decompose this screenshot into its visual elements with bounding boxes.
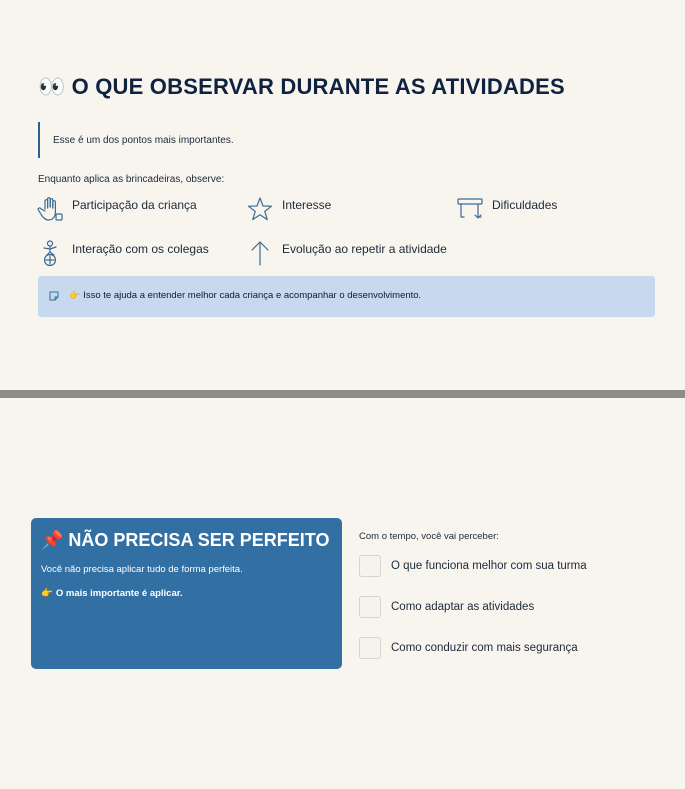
tip-callout (38, 276, 655, 317)
highlight-card (31, 518, 342, 669)
hand-icon (36, 195, 64, 223)
observe-item-interesse (246, 195, 331, 223)
tip-text-line (69, 290, 421, 301)
card-title-text: NÃO PRECISA SER PERFEITO (68, 530, 330, 550)
card-emphasis-text: O mais importante é aplicar. (55, 588, 183, 599)
hurdle-icon (456, 195, 484, 223)
observe-item-participacao (36, 195, 197, 223)
card-emphasis (41, 588, 183, 599)
observe-item-interacao (36, 239, 209, 267)
checkbox[interactable] (359, 555, 381, 577)
checklist-item[interactable] (359, 596, 534, 618)
observe-item-label: Dificuldades (492, 198, 558, 212)
quote-text: Esse é um dos pontos mais importantes. (53, 135, 234, 146)
tip-text: Isso te ajuda a entender melhor cada criança e acompanhar o desenvolvimento. (83, 290, 422, 301)
checklist-label: Como conduzir com mais segurança (391, 642, 578, 654)
pointing-hand-icon: 👉 (69, 291, 81, 301)
observe-item-dificuldades (456, 195, 557, 223)
observe-item-label: Evolução ao repetir a atividade (282, 242, 447, 256)
checklist-item[interactable] (359, 637, 578, 659)
star-icon (246, 195, 274, 223)
page-divider (0, 390, 685, 398)
note-icon (49, 291, 59, 301)
checklist-label: Como adaptar as atividades (391, 601, 535, 613)
blockquote (38, 122, 340, 158)
eyes-icon: 👀 (38, 75, 66, 100)
pushpin-icon: 📌 (41, 530, 64, 551)
child-play-icon (36, 239, 64, 267)
observe-intro: Enquanto aplica as brincadeiras, observe: (38, 174, 225, 185)
page-observar (0, 0, 685, 390)
checklist-item[interactable] (359, 555, 587, 577)
section-title-text: O QUE OBSERVAR DURANTE AS ATIVIDADES (71, 74, 565, 99)
observe-item-label: Interesse (282, 198, 332, 212)
pointing-hand-icon: 👉 (41, 588, 53, 599)
checklist-label: O que funciona melhor com sua turma (391, 560, 587, 572)
section-title (38, 74, 565, 100)
checkbox[interactable] (359, 596, 381, 618)
page-perfeito (0, 398, 685, 789)
arrow-up-icon (246, 239, 274, 267)
card-title (41, 530, 329, 551)
observe-item-label: Participação da criança (72, 198, 197, 212)
observe-item-evolucao (246, 239, 447, 267)
checklist-intro: Com o tempo, você vai perceber: (359, 531, 499, 542)
observe-item-label: Interação com os colegas (72, 242, 209, 256)
card-text: Você não precisa aplicar tudo de forma perfeita. (41, 564, 243, 575)
checkbox[interactable] (359, 637, 381, 659)
